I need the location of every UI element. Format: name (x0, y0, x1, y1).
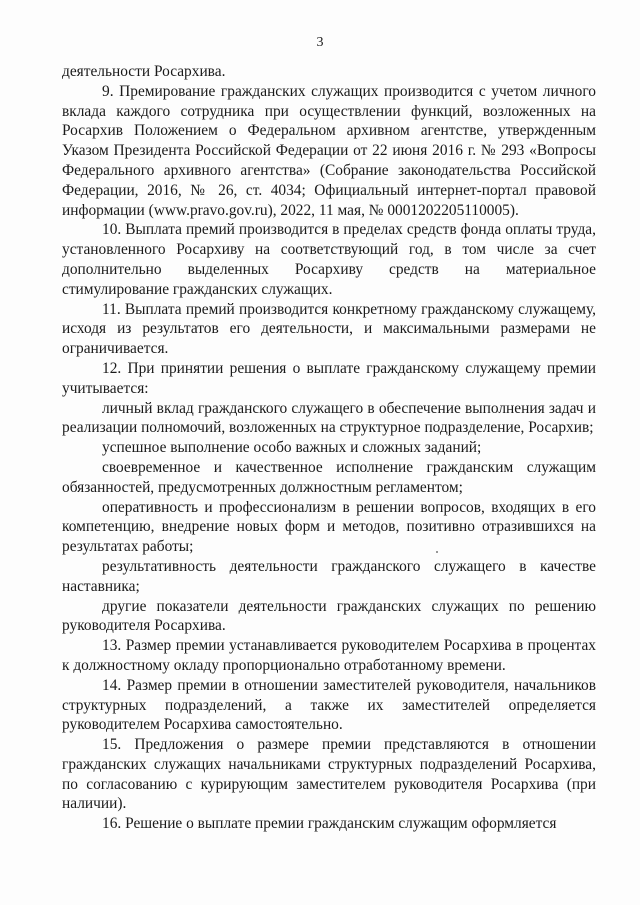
criterion-important-tasks: успешное выполнение особо важных и сложных заданий; (102, 439, 482, 457)
paragraph-15: 15. Предложения о размере премии представляются в отношении гражданских служащих начальниками структурных подразделений Росархива, по согласованию с курирующим заместителем руководителя Росархива (при наличии). (62, 736, 596, 813)
paragraph-11: 11. Выплата премий производится конкретному гражданскому служащему, исходя из результатов его деятельности, и максимальными размерами не ограничивается. (62, 300, 596, 358)
paragraph-continuation: деятельности Росархива. (62, 63, 226, 80)
criterion-mentoring: результативность деятельности гражданского служащего в качестве наставника; (62, 557, 596, 595)
criterion-timely-performance: своевременное и качественное исполнение гражданским служащим обязанностей, предусмотренных должностным регламентом; (62, 458, 596, 496)
paragraph-9: 9. Премирование гражданских служащих производится с учетом личного вклада каждого сотрудника при осуществлении функций, возложенных на Росархив Положением о Федеральном архивном агентстве, утвержденным Указом Президента Российской Федерации от 22 июня 2016 г. № 293 «Вопросы Федерального архивного агентства» (Собрание законодательства Российской Федерации, 2016, № 26, ст. 4034; Официальный интернет-портал правовой информации (www.pravo.gov.ru), 2022, 11 мая, № 0001202205110005). (62, 82, 596, 219)
paragraph-10: 10. Выплата премий производится в пределах средств фонда оплаты труда, установленного Росархиву на соответствующий год, в том числе за счет дополнительно выделенных Росархиву средств на материальное стимулирование гражданских служащих. (62, 221, 596, 298)
page-number: 3 (316, 35, 324, 50)
criterion-other: другие показатели деятельности гражданских служащих по решению руководителя Росархива. (62, 597, 596, 635)
criterion-personal-contribution: личный вклад гражданского служащего в обеспечение выполнения задач и реализации полномочий, возложенных на структурное подразделение, Росархив; (62, 399, 596, 437)
paragraph-13: 13. Размер премии устанавливается руководителем Росархива в процентах к должностному окладу пропорционально отработанному времени. (62, 637, 596, 674)
paragraph-14: 14. Размер премии в отношении заместителей руководителя, начальников структурных подразделений, а также их заместителей определяется руководителем Росархива самостоятельно. (62, 676, 596, 734)
scan-speck (436, 551, 438, 553)
document-body (62, 62, 596, 834)
criterion-efficiency: оперативность и профессионализм в решении вопросов, входящих в его компетенцию, внедрение новых форм и методов, позитивно отразившихся на результатах работы; (62, 498, 596, 556)
paragraph-16: 16. Решение о выплате премии гражданским служащим оформляется (102, 815, 557, 833)
paragraph-12: 12. При принятии решения о выплате гражданскому служащему премии учитывается: (62, 359, 596, 397)
